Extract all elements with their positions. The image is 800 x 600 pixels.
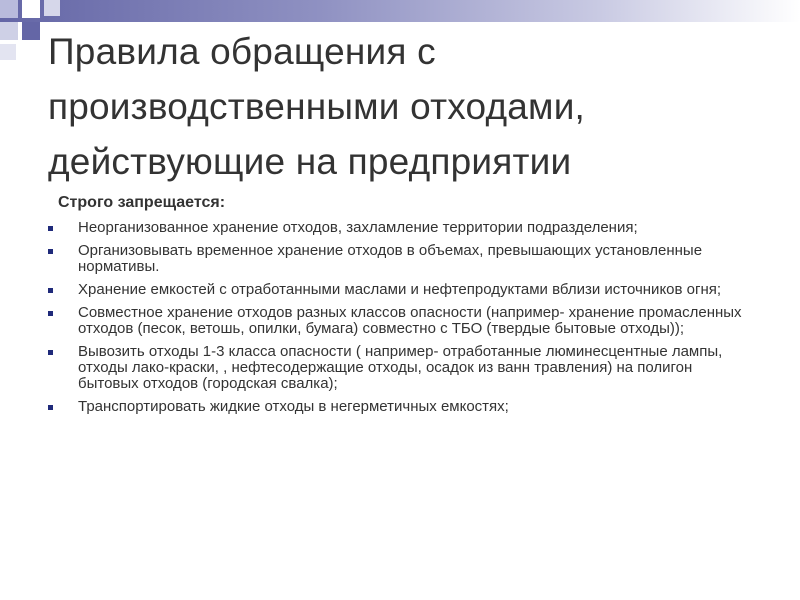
list-item [48, 220, 748, 236]
list-item-text: Совместное хранение отходов разных классов опасности (например- хранение промасленных отходов (песок, ветошь, опилки, бумага) совместно с ТБО (твердые бытовые отходы)); [78, 304, 742, 337]
list-item [48, 344, 748, 392]
square-bullet-icon [48, 311, 53, 316]
prohibition-list [48, 220, 748, 415]
slide-title: Правила обращения с производственными отходами, действующие на предприятии [48, 31, 586, 182]
decorative-square [0, 0, 18, 18]
square-bullet-icon [48, 350, 53, 355]
slide-body [48, 192, 748, 422]
list-item-text: Неорганизованное хранение отходов, захламление территории подразделения; [78, 219, 638, 236]
list-item-text: Организовывать временное хранение отходов в объемах, превышающих установленные нормативы. [78, 242, 703, 275]
list-item [48, 399, 748, 415]
square-bullet-icon [48, 405, 53, 410]
list-item [48, 305, 748, 337]
decorative-square [44, 0, 60, 16]
header-gradient-band [0, 0, 800, 22]
list-item [48, 243, 748, 275]
square-bullet-icon [48, 226, 53, 231]
decorative-square [0, 44, 16, 60]
decorative-square [22, 0, 40, 18]
section-heading: Строго запрещается: [58, 194, 226, 211]
list-item-text: Вывозить отходы 1-3 класса опасности ( например- отработанные люминесцентные лампы, отходы лако-краски, , нефтесодержащие отходы, осадок из ванн травления) на полигон бытовых отходов (городская свалка); [78, 343, 723, 392]
square-bullet-icon [48, 288, 53, 293]
list-item-text: Транспортировать жидкие отходы в негерметичных емкостях; [78, 398, 509, 415]
list-item [48, 282, 748, 298]
decorative-square [22, 22, 40, 40]
square-bullet-icon [48, 249, 53, 254]
decorative-square [0, 22, 18, 40]
list-item-text: Хранение емкостей с отработанными маслами и нефтепродуктами вблизи источников огня; [78, 281, 722, 298]
